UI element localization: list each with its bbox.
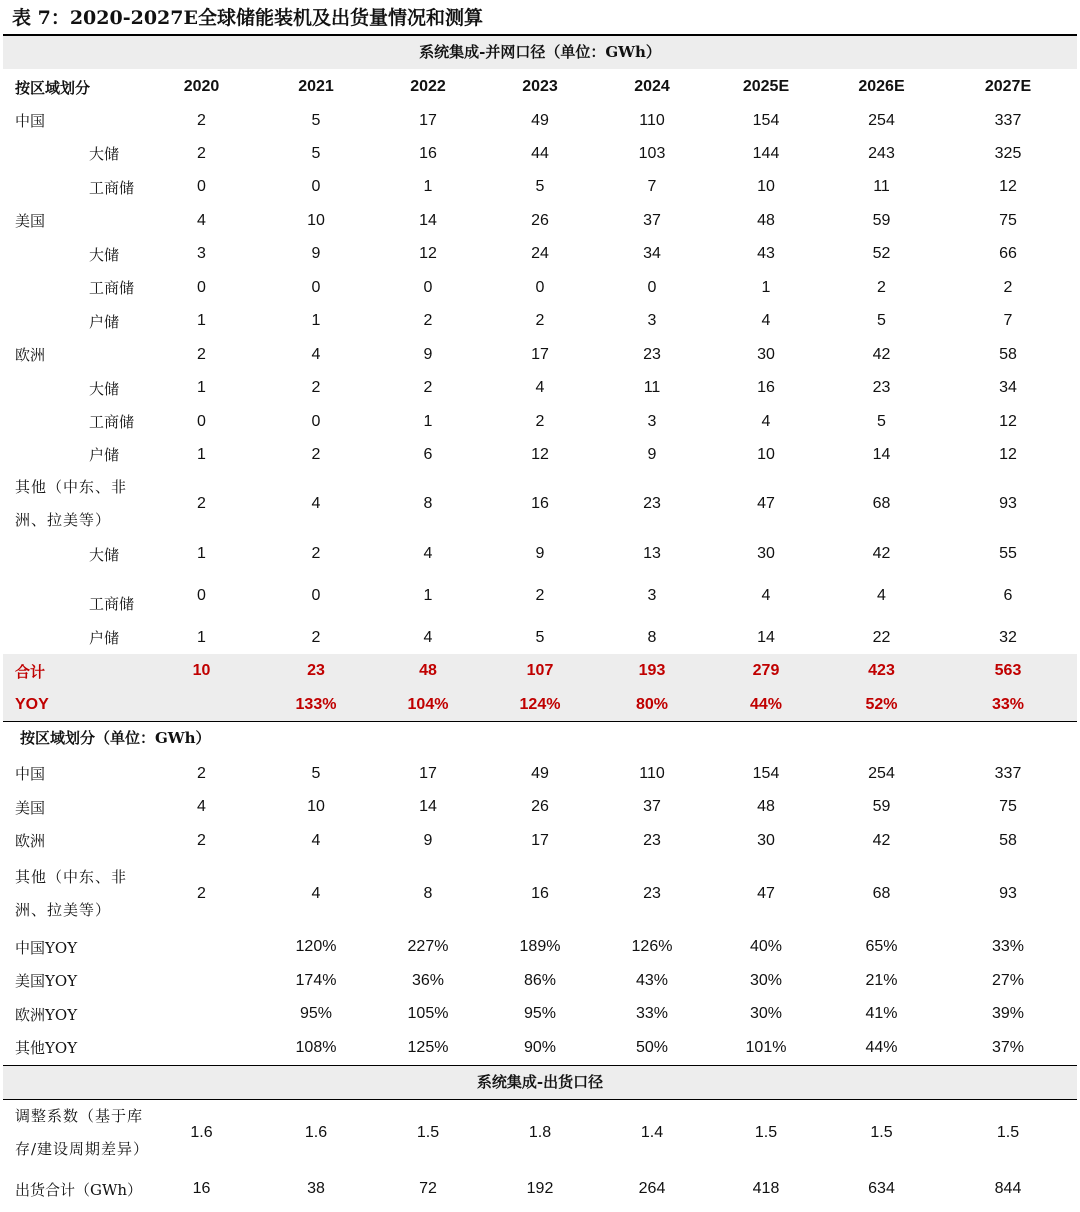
cell-value: 1 [761, 278, 771, 296]
cell-value: 68 [872, 884, 891, 902]
cell-value: 9 [423, 831, 433, 849]
row-label: 美国 [15, 212, 46, 230]
cell-value: 16 [419, 144, 437, 162]
row-label: 调整系数（基于库存/建设周期差异） [15, 1107, 150, 1158]
table-row [3, 438, 1077, 471]
cell-value: 634 [868, 1180, 895, 1197]
cell-value: 4 [761, 412, 771, 430]
cell-value: 16 [531, 884, 549, 902]
row-label: 欧洲 [15, 832, 46, 850]
cell-value: 44% [865, 1038, 898, 1056]
cell-value: 65% [865, 938, 898, 955]
section2-table [3, 757, 1077, 1064]
cell-value: 0 [197, 178, 206, 195]
cell-value: 1 [197, 312, 206, 329]
cell-value: 6 [1003, 587, 1013, 604]
table-row [3, 371, 1077, 405]
year-header: 2024 [634, 78, 670, 95]
cell-value: 174% [295, 971, 337, 989]
year-header: 2025E [742, 78, 790, 95]
row-label: 工商储 [89, 413, 135, 431]
table-row [3, 1166, 1077, 1212]
cell-value: 34 [999, 379, 1017, 396]
cell-value: 9 [535, 545, 545, 562]
cell-value: 1.6 [304, 1124, 328, 1141]
year-header: 2021 [298, 78, 334, 95]
cell-value: 125% [407, 1038, 449, 1056]
row-label: 中国 [15, 112, 46, 130]
cell-value: 12 [999, 178, 1017, 195]
cell-value: 44% [749, 695, 783, 713]
row-label: 其他YOY [15, 1039, 78, 1057]
cell-value: 0 [197, 278, 206, 296]
cell-value: 17 [419, 111, 437, 129]
cell-value: 50% [635, 1038, 669, 1056]
cell-value: 4 [761, 312, 771, 329]
cell-value: 2 [311, 545, 321, 562]
row-label: 美国YOY [15, 972, 78, 990]
cell-value [143, 930, 260, 964]
cell-value: 7 [647, 178, 657, 195]
cell-value: 0 [197, 412, 206, 430]
cell-value: 14 [757, 628, 775, 646]
row-label: YOY [15, 695, 49, 713]
cell-value: 563 [994, 662, 1022, 679]
cell-value: 80% [635, 695, 669, 713]
row-label: 大储 [89, 545, 120, 564]
cell-value: 68 [872, 495, 891, 512]
cell-value: 49 [531, 111, 549, 129]
cell-value: 1.5 [754, 1124, 778, 1141]
cell-value: 8 [423, 495, 433, 512]
cell-value: 133% [295, 695, 337, 713]
cell-value: 254 [868, 764, 895, 782]
cell-value: 30% [749, 971, 783, 989]
cell-value: 2 [423, 312, 433, 329]
cell-value: 4 [311, 831, 321, 849]
row-label: 户储 [89, 446, 120, 464]
cell-value: 3 [197, 245, 206, 262]
cell-value: 10 [192, 662, 211, 679]
total-table [3, 654, 1077, 721]
row-label: 欧洲 [15, 346, 46, 364]
cell-value: 9 [647, 445, 657, 463]
cell-value: 104% [407, 695, 449, 713]
section3-banner [3, 1066, 1077, 1099]
cell-value: 110 [639, 111, 665, 129]
row-label: 合计 [15, 662, 46, 681]
cell-value: 43% [635, 971, 669, 989]
cell-value: 44 [531, 144, 549, 162]
table-row [3, 621, 1077, 654]
cell-value: 17 [531, 345, 549, 363]
cell-value: 59 [872, 211, 891, 229]
cell-value: 37 [643, 798, 661, 815]
cell-value: 10 [307, 798, 325, 815]
cell-value: 17 [419, 764, 437, 782]
cell-value: 1 [423, 412, 433, 430]
cell-value: 254 [868, 111, 895, 129]
cell-value: 30 [757, 831, 775, 849]
cell-value: 7 [1003, 312, 1013, 329]
cell-value: 9 [311, 245, 321, 262]
cell-value: 40% [749, 938, 783, 955]
cell-value: 193 [638, 662, 666, 679]
cell-value: 75 [999, 211, 1017, 229]
cell-value: 108% [295, 1038, 337, 1056]
cell-value: 14 [872, 445, 891, 463]
cell-value: 2 [197, 884, 206, 902]
cell-value: 189% [519, 938, 561, 955]
cell-value: 5 [311, 144, 321, 162]
cell-value: 1 [311, 312, 321, 329]
cell-value: 4 [761, 587, 771, 604]
cell-value: 337 [994, 111, 1022, 129]
row-label: 中国 [15, 765, 46, 783]
cell-value: 2 [1003, 278, 1013, 296]
cell-value: 48 [419, 662, 437, 679]
cell-value: 103 [638, 144, 666, 162]
table-row [3, 338, 1077, 371]
cell-value: 48 [757, 798, 775, 815]
cell-value: 16 [757, 379, 775, 396]
cell-value: 6 [423, 445, 433, 463]
cell-value: 75 [999, 798, 1017, 815]
table-row [3, 170, 1077, 204]
cell-value: 5 [877, 312, 886, 329]
cell-value: 154 [752, 764, 780, 782]
cell-value: 1.5 [416, 1124, 440, 1141]
cell-value: 243 [868, 144, 895, 162]
cell-value: 0 [311, 412, 321, 430]
cell-value: 14 [419, 798, 437, 815]
cell-value: 23 [643, 345, 661, 363]
cell-value: 58 [999, 345, 1017, 363]
cell-value: 8 [423, 884, 433, 902]
cell-value: 110 [639, 764, 665, 782]
cell-value: 0 [311, 278, 321, 296]
cell-value: 52% [865, 695, 898, 713]
cell-value: 42 [872, 345, 891, 363]
table-row [3, 1031, 1077, 1064]
cell-value: 42 [872, 545, 891, 562]
cell-value: 10 [757, 445, 775, 463]
cell-value: 8 [647, 628, 657, 646]
cell-value: 95% [523, 1005, 557, 1022]
table-row [3, 1100, 1077, 1166]
cell-value: 47 [757, 495, 775, 512]
cell-value: 2 [535, 312, 545, 329]
cell-value: 423 [868, 662, 895, 679]
cell-value [143, 997, 260, 1031]
cell-value: 13 [643, 545, 661, 562]
cell-value: 90% [523, 1038, 557, 1056]
cell-value: 36% [411, 971, 445, 989]
cell-value: 49 [531, 764, 549, 782]
cell-value: 2 [535, 412, 545, 430]
table-title: 表 7：2020-2027E全球储能装机及出货量情况和测算 [12, 7, 483, 29]
row-label: 工商储 [89, 178, 135, 197]
table-row [3, 137, 1077, 170]
cell-value: 30 [757, 345, 775, 363]
cell-value: 1.5 [870, 1124, 893, 1141]
cell-value: 33% [991, 695, 1025, 713]
cell-value: 12 [419, 245, 437, 262]
year-header: 2026E [858, 78, 905, 95]
cell-value: 1.5 [996, 1124, 1020, 1141]
cell-value: 0 [535, 278, 545, 296]
cell-value: 2 [197, 345, 206, 363]
cell-value: 1.8 [528, 1124, 552, 1141]
cell-value: 2 [311, 445, 321, 463]
section1-table [3, 70, 1077, 654]
cell-value: 2 [423, 379, 433, 396]
row-label: 户储 [89, 312, 120, 331]
cell-value: 101% [745, 1038, 787, 1056]
cell-value: 1.4 [640, 1124, 664, 1141]
table-row [3, 964, 1077, 997]
cell-value: 2 [197, 144, 206, 162]
cell-value: 4 [311, 495, 321, 512]
cell-value: 192 [526, 1180, 554, 1197]
cell-value: 34 [643, 245, 661, 262]
year-header: 2020 [183, 78, 220, 95]
cell-value: 154 [752, 111, 780, 129]
header-label: 按区域划分 [15, 78, 91, 97]
cell-value: 23 [643, 831, 661, 849]
table-row [3, 104, 1077, 137]
section2-banner-text: 按区域划分（单位：GWh） [20, 729, 211, 747]
table-row [3, 471, 1077, 537]
cell-value: 23 [643, 884, 661, 902]
cell-value: 107 [526, 662, 554, 679]
cell-value: 144 [752, 144, 780, 162]
year-header: 2022 [410, 78, 446, 95]
cell-value: 30% [749, 1005, 783, 1022]
cell-value: 0 [423, 278, 433, 296]
row-label: 其他（中东、非洲、拉美等） [15, 478, 128, 529]
cell-value: 2 [197, 764, 206, 782]
table-row [3, 304, 1077, 338]
cell-value: 72 [419, 1180, 437, 1197]
cell-value: 1.6 [190, 1124, 213, 1141]
cell-value: 3 [647, 587, 657, 604]
cell-value [143, 964, 260, 997]
cell-value: 120% [295, 938, 337, 955]
cell-value: 58 [999, 831, 1017, 849]
cell-value: 47 [757, 884, 775, 902]
cell-value: 95% [299, 1005, 333, 1022]
cell-value: 52 [872, 245, 891, 262]
cell-value: 4 [423, 545, 433, 562]
table-row [3, 405, 1077, 438]
row-label: 工商储 [89, 279, 135, 297]
cell-value: 26 [531, 211, 549, 229]
cell-value: 2 [197, 831, 206, 849]
row-label: 美国 [15, 798, 46, 817]
cell-value: 32 [999, 628, 1017, 646]
cell-value: 5 [311, 111, 321, 129]
cell-value: 22 [872, 628, 891, 646]
row-label: 大储 [89, 145, 120, 163]
cell-value: 2 [197, 495, 206, 512]
cell-value: 11 [643, 379, 661, 396]
yoy-row [3, 688, 1077, 721]
cell-value: 1 [197, 628, 206, 646]
cell-value: 21% [865, 971, 898, 989]
cell-value: 1 [197, 445, 206, 463]
cell-value: 66 [999, 245, 1017, 262]
table-row [3, 790, 1077, 824]
section1-banner-text: 系统集成-并网口径（单位：GWh） [419, 43, 661, 61]
cell-value: 16 [192, 1180, 211, 1197]
cell-value: 42 [872, 831, 891, 849]
cell-value: 17 [531, 831, 549, 849]
cell-value [143, 688, 260, 721]
table-row [3, 537, 1077, 571]
cell-value: 126% [631, 938, 673, 955]
cell-value: 1 [423, 587, 433, 604]
row-label: 出货合计（GWh） [15, 1180, 143, 1199]
table-row [3, 571, 1077, 621]
cell-value: 0 [311, 178, 321, 195]
cell-value: 5 [877, 412, 886, 430]
cell-value: 0 [197, 587, 206, 604]
cell-value: 2 [535, 587, 545, 604]
section3-table [3, 1100, 1077, 1212]
cell-value: 2 [877, 278, 886, 296]
cell-value: 27% [991, 971, 1025, 989]
row-label: 其他（中东、非洲、拉美等） [15, 867, 128, 919]
cell-value: 26 [531, 798, 549, 815]
cell-value: 2 [197, 111, 206, 129]
cell-value: 48 [757, 211, 775, 229]
cell-value: 59 [872, 798, 891, 815]
cell-value: 33% [991, 938, 1025, 955]
cell-value: 4 [197, 798, 206, 815]
table-row [3, 997, 1077, 1031]
cell-value: 12 [999, 412, 1017, 430]
cell-value: 93 [999, 884, 1017, 902]
cell-value: 39% [991, 1005, 1025, 1022]
cell-value: 11 [873, 178, 890, 195]
section1-banner [3, 36, 1077, 69]
cell-value: 227% [407, 938, 449, 955]
table-row [3, 857, 1077, 930]
cell-value: 325 [994, 144, 1022, 162]
cell-value: 1 [423, 178, 433, 195]
table-row [3, 271, 1077, 304]
cell-value: 4 [311, 345, 321, 363]
cell-value: 14 [419, 211, 437, 229]
row-label: 大储 [89, 379, 120, 398]
cell-value: 337 [994, 764, 1022, 782]
row-label: 工商储 [89, 594, 135, 613]
cell-value: 3 [647, 312, 657, 329]
cell-value: 4 [535, 379, 545, 396]
cell-value: 30 [757, 545, 775, 562]
cell-value: 43 [757, 245, 775, 262]
cell-value: 279 [752, 662, 780, 679]
cell-value: 418 [752, 1180, 780, 1197]
row-label: 大储 [89, 245, 120, 264]
row-label: 欧洲YOY [15, 1005, 78, 1024]
row-label: 户储 [89, 629, 120, 647]
cell-value: 93 [999, 495, 1017, 512]
table-row [3, 757, 1077, 790]
cell-value: 1 [197, 545, 206, 562]
cell-value: 4 [423, 628, 433, 646]
table-row [3, 204, 1077, 237]
section2-banner [3, 722, 1077, 755]
cell-value: 12 [531, 445, 549, 463]
cell-value: 86% [523, 971, 557, 989]
cell-value: 844 [994, 1180, 1022, 1197]
cell-value: 23 [872, 379, 891, 396]
cell-value: 4 [311, 884, 321, 902]
cell-value [143, 1031, 260, 1064]
cell-value: 1 [197, 379, 206, 396]
table-row [3, 824, 1077, 857]
total-row [3, 654, 1077, 688]
section3-banner-text: 系统集成-出货口径 [476, 1073, 604, 1091]
cell-value: 38 [307, 1180, 325, 1197]
cell-value: 24 [531, 245, 549, 262]
cell-value: 0 [647, 278, 657, 296]
year-header: 2023 [522, 78, 558, 95]
cell-value: 4 [877, 587, 886, 604]
cell-value: 5 [535, 178, 545, 195]
cell-value: 264 [638, 1180, 666, 1197]
cell-value: 124% [519, 695, 561, 713]
cell-value: 2 [311, 379, 321, 396]
cell-value: 5 [535, 628, 545, 646]
table-row [3, 930, 1077, 964]
cell-value: 0 [311, 587, 321, 604]
table-row [3, 237, 1077, 271]
header-row [3, 70, 1077, 104]
cell-value: 105% [407, 1005, 449, 1022]
cell-value: 37% [991, 1038, 1025, 1056]
cell-value: 10 [757, 178, 775, 195]
cell-value: 5 [311, 764, 321, 782]
cell-value: 33% [635, 1005, 669, 1022]
row-label: 中国YOY [15, 938, 78, 957]
cell-value: 16 [531, 495, 549, 512]
cell-value: 41% [865, 1005, 898, 1022]
cell-value: 12 [999, 445, 1017, 463]
cell-value: 23 [307, 662, 325, 679]
cell-value: 37 [643, 211, 661, 229]
cell-value: 10 [307, 211, 325, 229]
cell-value: 9 [423, 345, 433, 363]
cell-value: 23 [643, 495, 661, 512]
cell-value: 3 [647, 412, 657, 430]
year-header: 2027E [984, 78, 1032, 95]
cell-value: 4 [197, 211, 206, 229]
cell-value: 55 [999, 545, 1017, 562]
cell-value: 2 [311, 628, 321, 646]
